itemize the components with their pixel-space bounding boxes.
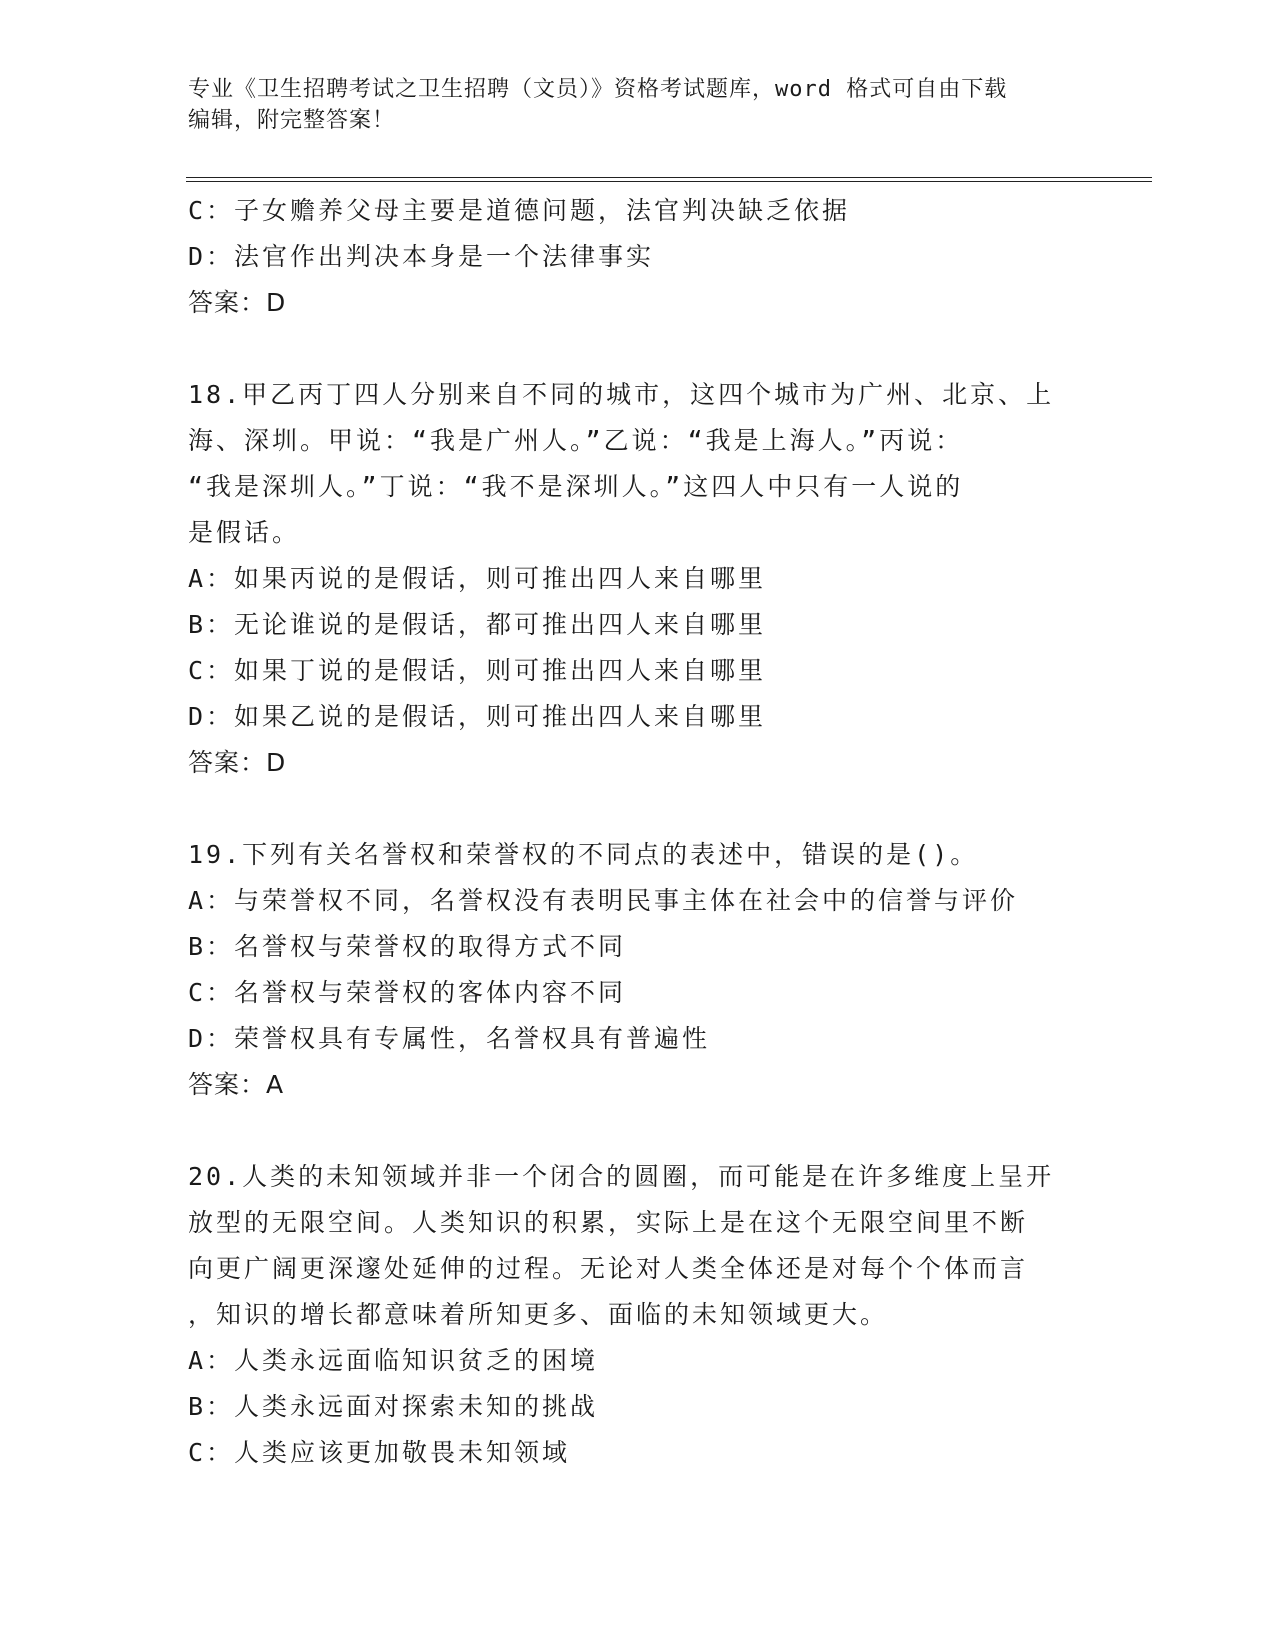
header-divider-bottom — [186, 181, 1152, 182]
document-header — [188, 74, 1068, 136]
option-a: A：如果丙说的是假话，则可推出四人来自哪里 — [188, 564, 767, 593]
spacer — [188, 786, 1088, 832]
question-stem-line: 是假话。 — [188, 518, 301, 547]
question-stem-line: 20.人类的未知领域并非一个闭合的圆圈，而可能是在许多维度上呈开 — [188, 1162, 1055, 1191]
question-19 — [188, 832, 1088, 1108]
question-17-tail — [188, 188, 1088, 326]
answer-line: 答案：D — [188, 748, 287, 777]
question-stem-line: 海、深圳。甲说：“我是广州人。”乙说：“我是上海人。”丙说： — [188, 426, 964, 455]
answer-line: 答案：D — [188, 288, 287, 317]
option-d: D：荣誉权具有专属性，名誉权具有普遍性 — [188, 1024, 711, 1053]
option-c: C：如果丁说的是假话，则可推出四人来自哪里 — [188, 656, 767, 685]
option-a: A：人类永远面临知识贫乏的困境 — [188, 1346, 599, 1375]
header-line-2: 编辑，附完整答案！ — [188, 108, 396, 133]
question-stem-line: 19.下列有关名誉权和荣誉权的不同点的表述中，错误的是()。 — [188, 840, 979, 869]
question-stem-line: 18.甲乙丙丁四人分别来自不同的城市，这四个城市为广州、北京、上 — [188, 380, 1055, 409]
question-stem-line: ，知识的增长都意味着所知更多、面临的未知领域更大。 — [188, 1300, 889, 1329]
option-c: C：子女赡养父母主要是道德问题，法官判决缺乏依据 — [188, 196, 851, 225]
header-divider-top — [186, 177, 1152, 178]
option-b: B：无论谁说的是假话，都可推出四人来自哪里 — [188, 610, 767, 639]
question-list — [188, 188, 1088, 1476]
option-d: D：法官作出判决本身是一个法律事实 — [188, 242, 655, 271]
question-stem-line: 向更广阔更深邃处延伸的过程。无论对人类全体还是对每个个体而言 — [188, 1254, 1029, 1283]
option-b: B：人类永远面对探索未知的挑战 — [188, 1392, 599, 1421]
question-20 — [188, 1154, 1088, 1476]
option-d: D：如果乙说的是假话，则可推出四人来自哪里 — [188, 702, 767, 731]
option-b: B：名誉权与荣誉权的取得方式不同 — [188, 932, 627, 961]
question-stem-line: “我是深圳人。”丁说：“我不是深圳人。”这四人中只有一人说的 — [188, 472, 964, 501]
option-c: C：人类应该更加敬畏未知领域 — [188, 1438, 571, 1467]
answer-line: 答案：A — [188, 1070, 285, 1099]
header-line-1: 专业《卫生招聘考试之卫生招聘（文员）》资格考试题库，word 格式可自由下载 — [188, 77, 1008, 102]
option-c: C：名誉权与荣誉权的客体内容不同 — [188, 978, 627, 1007]
spacer — [188, 1108, 1088, 1154]
spacer — [188, 326, 1088, 372]
question-18 — [188, 372, 1088, 786]
question-stem-line: 放型的无限空间。人类知识的积累，实际上是在这个无限空间里不断 — [188, 1208, 1029, 1237]
option-a: A：与荣誉权不同，名誉权没有表明民事主体在社会中的信誉与评价 — [188, 886, 1019, 915]
